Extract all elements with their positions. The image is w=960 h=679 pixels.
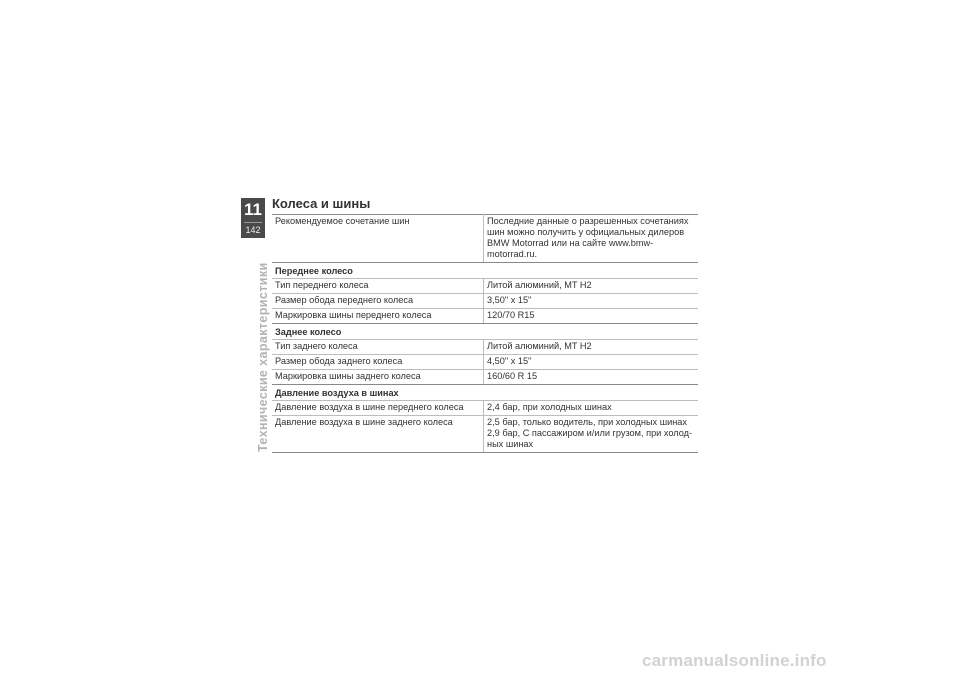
spec-label: Тип переднего колеса bbox=[272, 279, 484, 294]
spec-value: Литой алюминий, MT H2 bbox=[484, 340, 699, 355]
value-line: 2,9 бар, С пассажиром и/или грузом, при холод- bbox=[487, 428, 693, 438]
spec-value: 2,4 бар, при холодных шинах bbox=[484, 401, 699, 416]
value-line: ных шинах bbox=[487, 439, 534, 449]
section-heading-front-wheel bbox=[272, 263, 698, 279]
spec-row bbox=[272, 401, 698, 416]
spec-label: Маркировка шины переднего колеса bbox=[272, 309, 484, 324]
spec-label: Размер обода заднего колеса bbox=[272, 355, 484, 370]
spec-row bbox=[272, 370, 698, 385]
value-line: motorrad.ru. bbox=[487, 249, 538, 259]
section-heading: Переднее колесо bbox=[272, 263, 698, 279]
spec-row bbox=[272, 309, 698, 324]
section-heading: Давление воздуха в шинах bbox=[272, 385, 698, 401]
spec-label: Маркировка шины заднего колеса bbox=[272, 370, 484, 385]
spec-label: Рекомендуемое сочетание шин bbox=[272, 215, 484, 263]
spec-label: Размер обода переднего колеса bbox=[272, 294, 484, 309]
section-title: Колеса и шины bbox=[272, 196, 371, 211]
watermark: carmanualsonline.info bbox=[642, 651, 827, 670]
spec-row bbox=[272, 340, 698, 355]
spec-value: 3,50" x 15" bbox=[484, 294, 699, 309]
page-number: 142 bbox=[245, 225, 261, 235]
value-line: BMW Motorrad или на сайте www.bmw- bbox=[487, 238, 654, 248]
section-heading-tire-pressure bbox=[272, 385, 698, 401]
value-line: 2,5 бар, только водитель, при холодных шинах bbox=[487, 417, 687, 427]
spec-value: 120/70 R15 bbox=[484, 309, 699, 324]
spec-row bbox=[272, 294, 698, 309]
spec-label: Давление воздуха в шине заднего колеса bbox=[272, 416, 484, 453]
section-heading-rear-wheel bbox=[272, 324, 698, 340]
chapter-divider bbox=[244, 222, 262, 223]
spec-value bbox=[484, 215, 699, 263]
spec-row-tire-combination bbox=[272, 215, 698, 263]
value-line: шин можно получить у официальных дилеров bbox=[487, 227, 685, 237]
value-line: Последние данные о разрешенных сочетаниях bbox=[487, 216, 689, 226]
spec-table bbox=[272, 214, 698, 453]
spec-value: Литой алюминий, MT H2 bbox=[484, 279, 699, 294]
spec-label: Давление воздуха в шине переднего колеса bbox=[272, 401, 484, 416]
section-heading: Заднее колесо bbox=[272, 324, 698, 340]
spec-value bbox=[484, 416, 699, 453]
chapter-side-label: Технические характеристики bbox=[256, 262, 270, 452]
spec-value: 4,50" x 15" bbox=[484, 355, 699, 370]
spec-row bbox=[272, 416, 698, 453]
chapter-marker bbox=[241, 198, 265, 238]
chapter-number: 11 bbox=[244, 200, 262, 219]
spec-row bbox=[272, 279, 698, 294]
spec-label: Тип заднего колеса bbox=[272, 340, 484, 355]
spec-row bbox=[272, 355, 698, 370]
spec-value: 160/60 R 15 bbox=[484, 370, 699, 385]
